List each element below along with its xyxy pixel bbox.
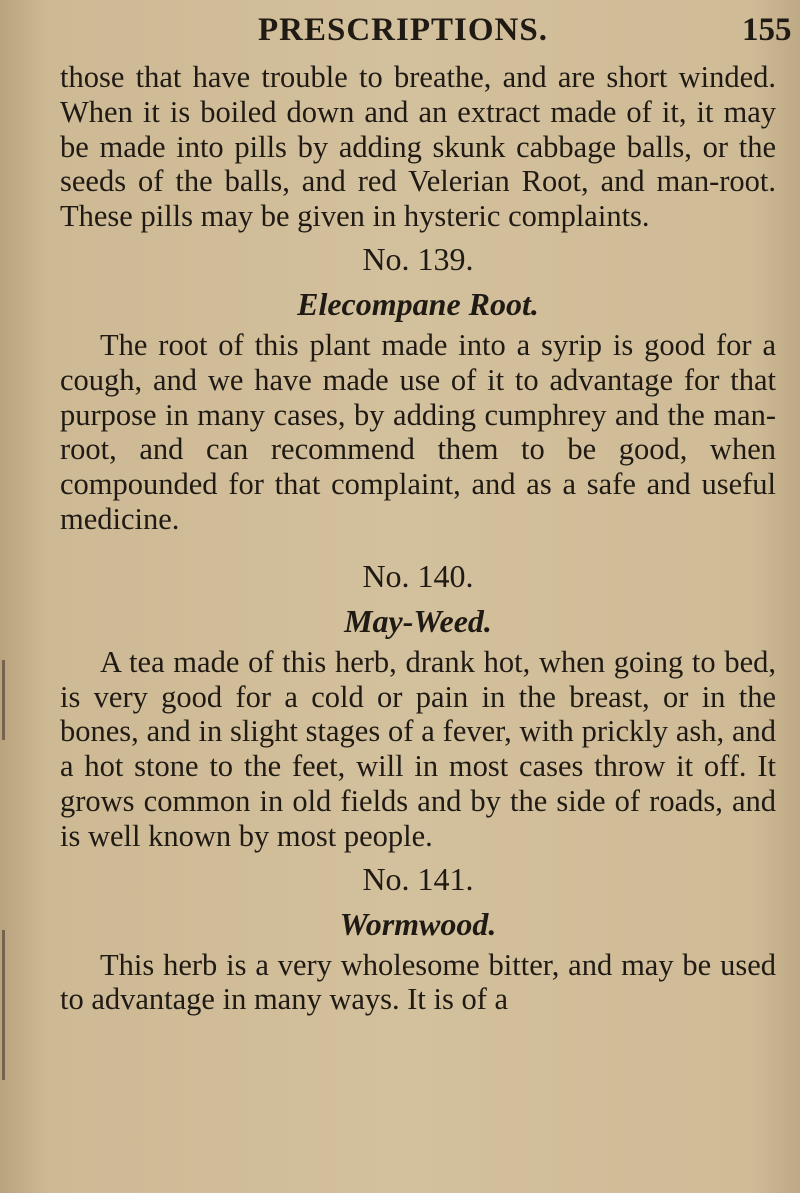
- entry-title-elecompane-root: Elecompane Root.: [297, 285, 539, 322]
- entry-title-wormwood: Wormwood.: [339, 905, 497, 942]
- section-gap: [60, 537, 776, 551]
- running-title: PRESCRIPTIONS.: [258, 12, 548, 48]
- entry-number-140: No. 140.: [362, 557, 474, 594]
- page-body: [60, 60, 776, 1017]
- entry-text-139: The root of this plant made into a syrip is good for a cough, and we have made use of it to advantage for that purpose in many cases, by adding cumphrey and the man-root, and can recommend them to be good, when compounded for that complaint, and as a safe and useful medicine.: [60, 327, 776, 536]
- entry-number-139: No. 139.: [362, 240, 474, 277]
- page-number: 155: [742, 12, 792, 48]
- margin-bleed-mark: [2, 930, 5, 1080]
- entry-number-141: No. 141.: [362, 860, 474, 897]
- margin-bleed-mark: [2, 660, 5, 740]
- page-header: [0, 12, 800, 52]
- entry-text-141: This herb is a very wholesome bitter, and may be used to advantage in many ways. It is of a: [60, 947, 776, 1017]
- entry-text-140: A tea made of this herb, drank hot, when going to bed, is very good for a cold or pain in the breast, or in the bones, and in slight stages of a fever, with prickly ash, and a hot stone to the feet, will in most cases throw it off. It grows common in old fields and by the side of roads, and is well known by most people.: [60, 644, 776, 853]
- entry-title-may-weed: May-Weed.: [344, 602, 492, 639]
- intro-paragraph: those that have trouble to breathe, and are short winded. When it is boiled down and an extract made of it, it may be made into pills by adding skunk cabbage balls, or the seeds of the balls, and red Velerian Root, and man-root. These pills may be given in hysteric complaints.: [60, 60, 776, 234]
